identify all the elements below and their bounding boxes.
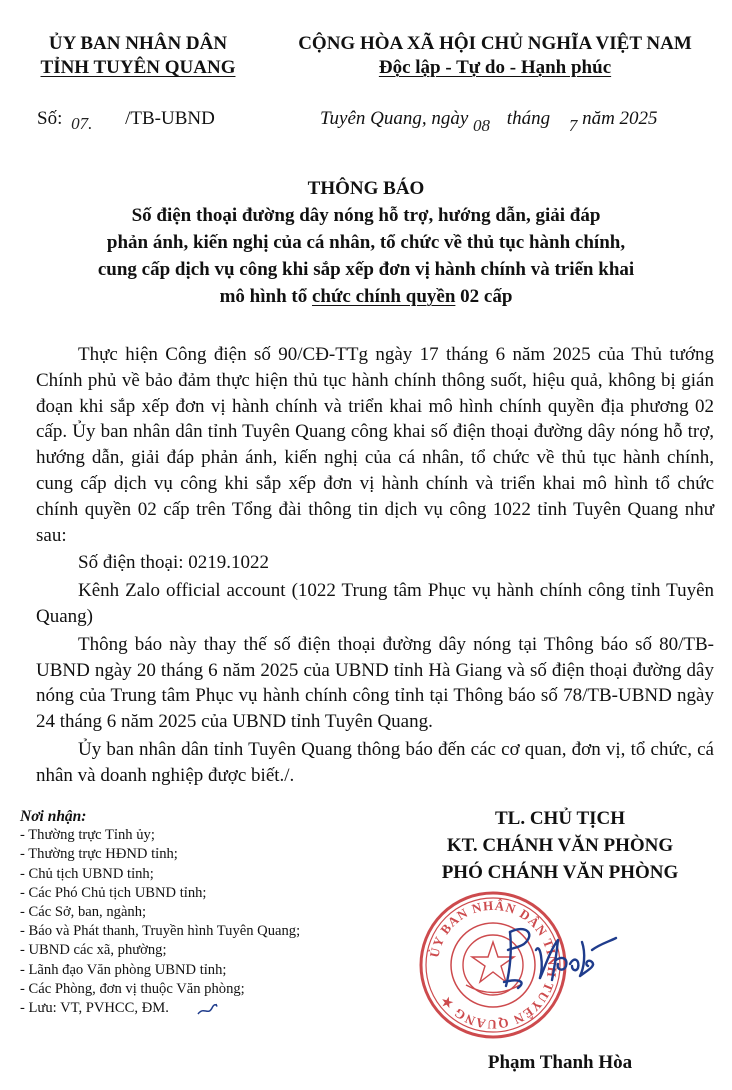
recipient-item: - Thường trực HĐND tỉnh; bbox=[20, 846, 178, 863]
paragraph-implementation: Thực hiện Công điện số 90/CĐ-TTg ngày 17 tháng 6 năm 2025 của Thủ tướng Chính phủ về bảo đảm thực hiện thủ tục hành chính thông suốt, hiệu quả, không bị gián đoạn khi sắp xếp đơn vị hành chính và triển khai mô hình chính quyền địa phương 02 cấp. Ủy ban nhân dân tỉnh Tuyên Quang công khai số điện thoại đường dây nóng hỗ trợ, hướng dẫn, giải đáp phản ánh, kiến nghị của cá nhân, tổ chức về thủ tục hành chính, cung cấp dịch vụ công khi sắp xếp đơn vị hành chính và triển khai mô hình tổ chức chính quyền 02 cấp trên Tổng đài thông tin dịch vụ công 1022 tỉnh Tuyên Quang như sau: bbox=[36, 344, 714, 546]
notice-subtitle-4 bbox=[20, 283, 712, 310]
number-value: 07. bbox=[71, 114, 93, 133]
date-month: 7 bbox=[568, 116, 578, 135]
recipients-list bbox=[20, 826, 360, 1018]
recipient-item: - Các Phó Chủ tịch UBND tỉnh; bbox=[20, 884, 207, 901]
paragraph-phone: Số điện thoại: 0219.1022 bbox=[78, 552, 270, 574]
national-motto-block bbox=[272, 32, 718, 80]
notice-subtitle-2: phản ánh, kiến nghị của cá nhân, tổ chức về thủ tục hành chính, bbox=[106, 232, 626, 253]
handwritten-signature bbox=[496, 920, 626, 1000]
country-name: CỘNG HÒA XÃ HỘI CHỦ NGHĨA VIỆT NAM bbox=[298, 33, 692, 54]
signature-line-3: PHÓ CHÁNH VĂN PHÒNG bbox=[441, 862, 679, 883]
subtitle-4-post: 02 cấp bbox=[455, 286, 513, 307]
notice-heading: THÔNG BÁO bbox=[307, 178, 425, 199]
motto-text: Độc lập - Tự do - Hạnh phúc bbox=[378, 57, 612, 78]
recipient-item: - Báo và Phát thanh, Truyền hình Tuyên Quang; bbox=[20, 923, 301, 940]
recipients-block bbox=[20, 807, 360, 1018]
notice-subtitle-3: cung cấp dịch vụ công khi sắp xếp đơn vị hành chính và triển khai bbox=[97, 259, 635, 280]
signature-block bbox=[400, 805, 720, 886]
subtitle-4-pre: mô hình tổ bbox=[219, 286, 312, 307]
signer-name: Phạm Thanh Hòa bbox=[487, 1052, 633, 1073]
recipients-label: Nơi nhận: bbox=[20, 808, 87, 825]
motto-line bbox=[272, 56, 718, 80]
svg-text:ỦY BAN NHÂN DÂN TỈNH TUYÊN QUA: ỦY BAN NHÂN DÂN TỈNH TUYÊN QUANG ★ bbox=[426, 897, 561, 1033]
recipient-item: - Thường trực Tỉnh ủy; bbox=[20, 827, 155, 844]
issuer-name: TỈNH TUYÊN QUANG bbox=[40, 57, 236, 78]
month-label: tháng bbox=[506, 108, 551, 129]
initials-mark bbox=[196, 1000, 220, 1020]
recipient-item: - Các Sở, ban, ngành; bbox=[20, 904, 147, 921]
recipient-item: - Lưu: VT, PVHCC, ĐM. bbox=[20, 1000, 169, 1017]
paragraph-closing: Ủy ban nhân dân tỉnh Tuyên Quang thông báo đến các cơ quan, đơn vị, tổ chức, cá nhân và doanh nghiệp được biết./. bbox=[36, 738, 714, 786]
paragraph-replacement: Thông báo này thay thế số điện thoại đường dây nóng tại Thông báo số 80/TB-UBND ngày 20 tháng 6 năm 2025 của UBND tỉnh Hà Giang và số điện thoại đường dây nóng của Trung tâm Phục vụ hành chính công tỉnh tại Thông báo số 78/TB-UBND ngày 24 tháng 6 năm 2025 của UBND tỉnh Tuyên Quang. bbox=[36, 633, 714, 733]
year-text: năm 2025 bbox=[582, 108, 658, 129]
document-number bbox=[37, 108, 215, 133]
notice-body bbox=[36, 342, 714, 789]
recipient-item: - Các Phòng, đơn vị thuộc Văn phòng; bbox=[20, 980, 245, 997]
issuer-line-2 bbox=[18, 56, 258, 80]
notice-subtitle-1: Số điện thoại đường dây nóng hỗ trợ, hướng dẫn, giải đáp bbox=[131, 205, 601, 226]
signature-line-2: KT. CHÁNH VĂN PHÒNG bbox=[446, 835, 674, 856]
number-suffix: /TB-UBND bbox=[125, 108, 215, 129]
subtitle-4-underlined: chức chính quyền bbox=[312, 286, 456, 307]
date-day: 08 bbox=[473, 116, 491, 135]
issuer-block bbox=[18, 32, 258, 80]
place-date bbox=[320, 108, 658, 135]
recipient-item: - UBND các xã, phường; bbox=[20, 942, 167, 959]
issuer-line-1: ỦY BAN NHÂN DÂN bbox=[48, 33, 228, 54]
paragraph-zalo: Kênh Zalo official account (1022 Trung tâm Phục vụ hành chính công tỉnh Tuyên Quang) bbox=[36, 580, 714, 627]
recipient-item: - Lãnh đạo Văn phòng UBND tỉnh; bbox=[20, 961, 227, 978]
notice-title-block bbox=[20, 175, 712, 310]
signature-line-1: TL. CHỦ TỊCH bbox=[494, 808, 626, 829]
number-label: Số: bbox=[37, 108, 63, 129]
place-date-prefix: Tuyên Quang, ngày bbox=[320, 108, 469, 129]
recipient-item: - Chủ tịch UBND tỉnh; bbox=[20, 865, 154, 882]
